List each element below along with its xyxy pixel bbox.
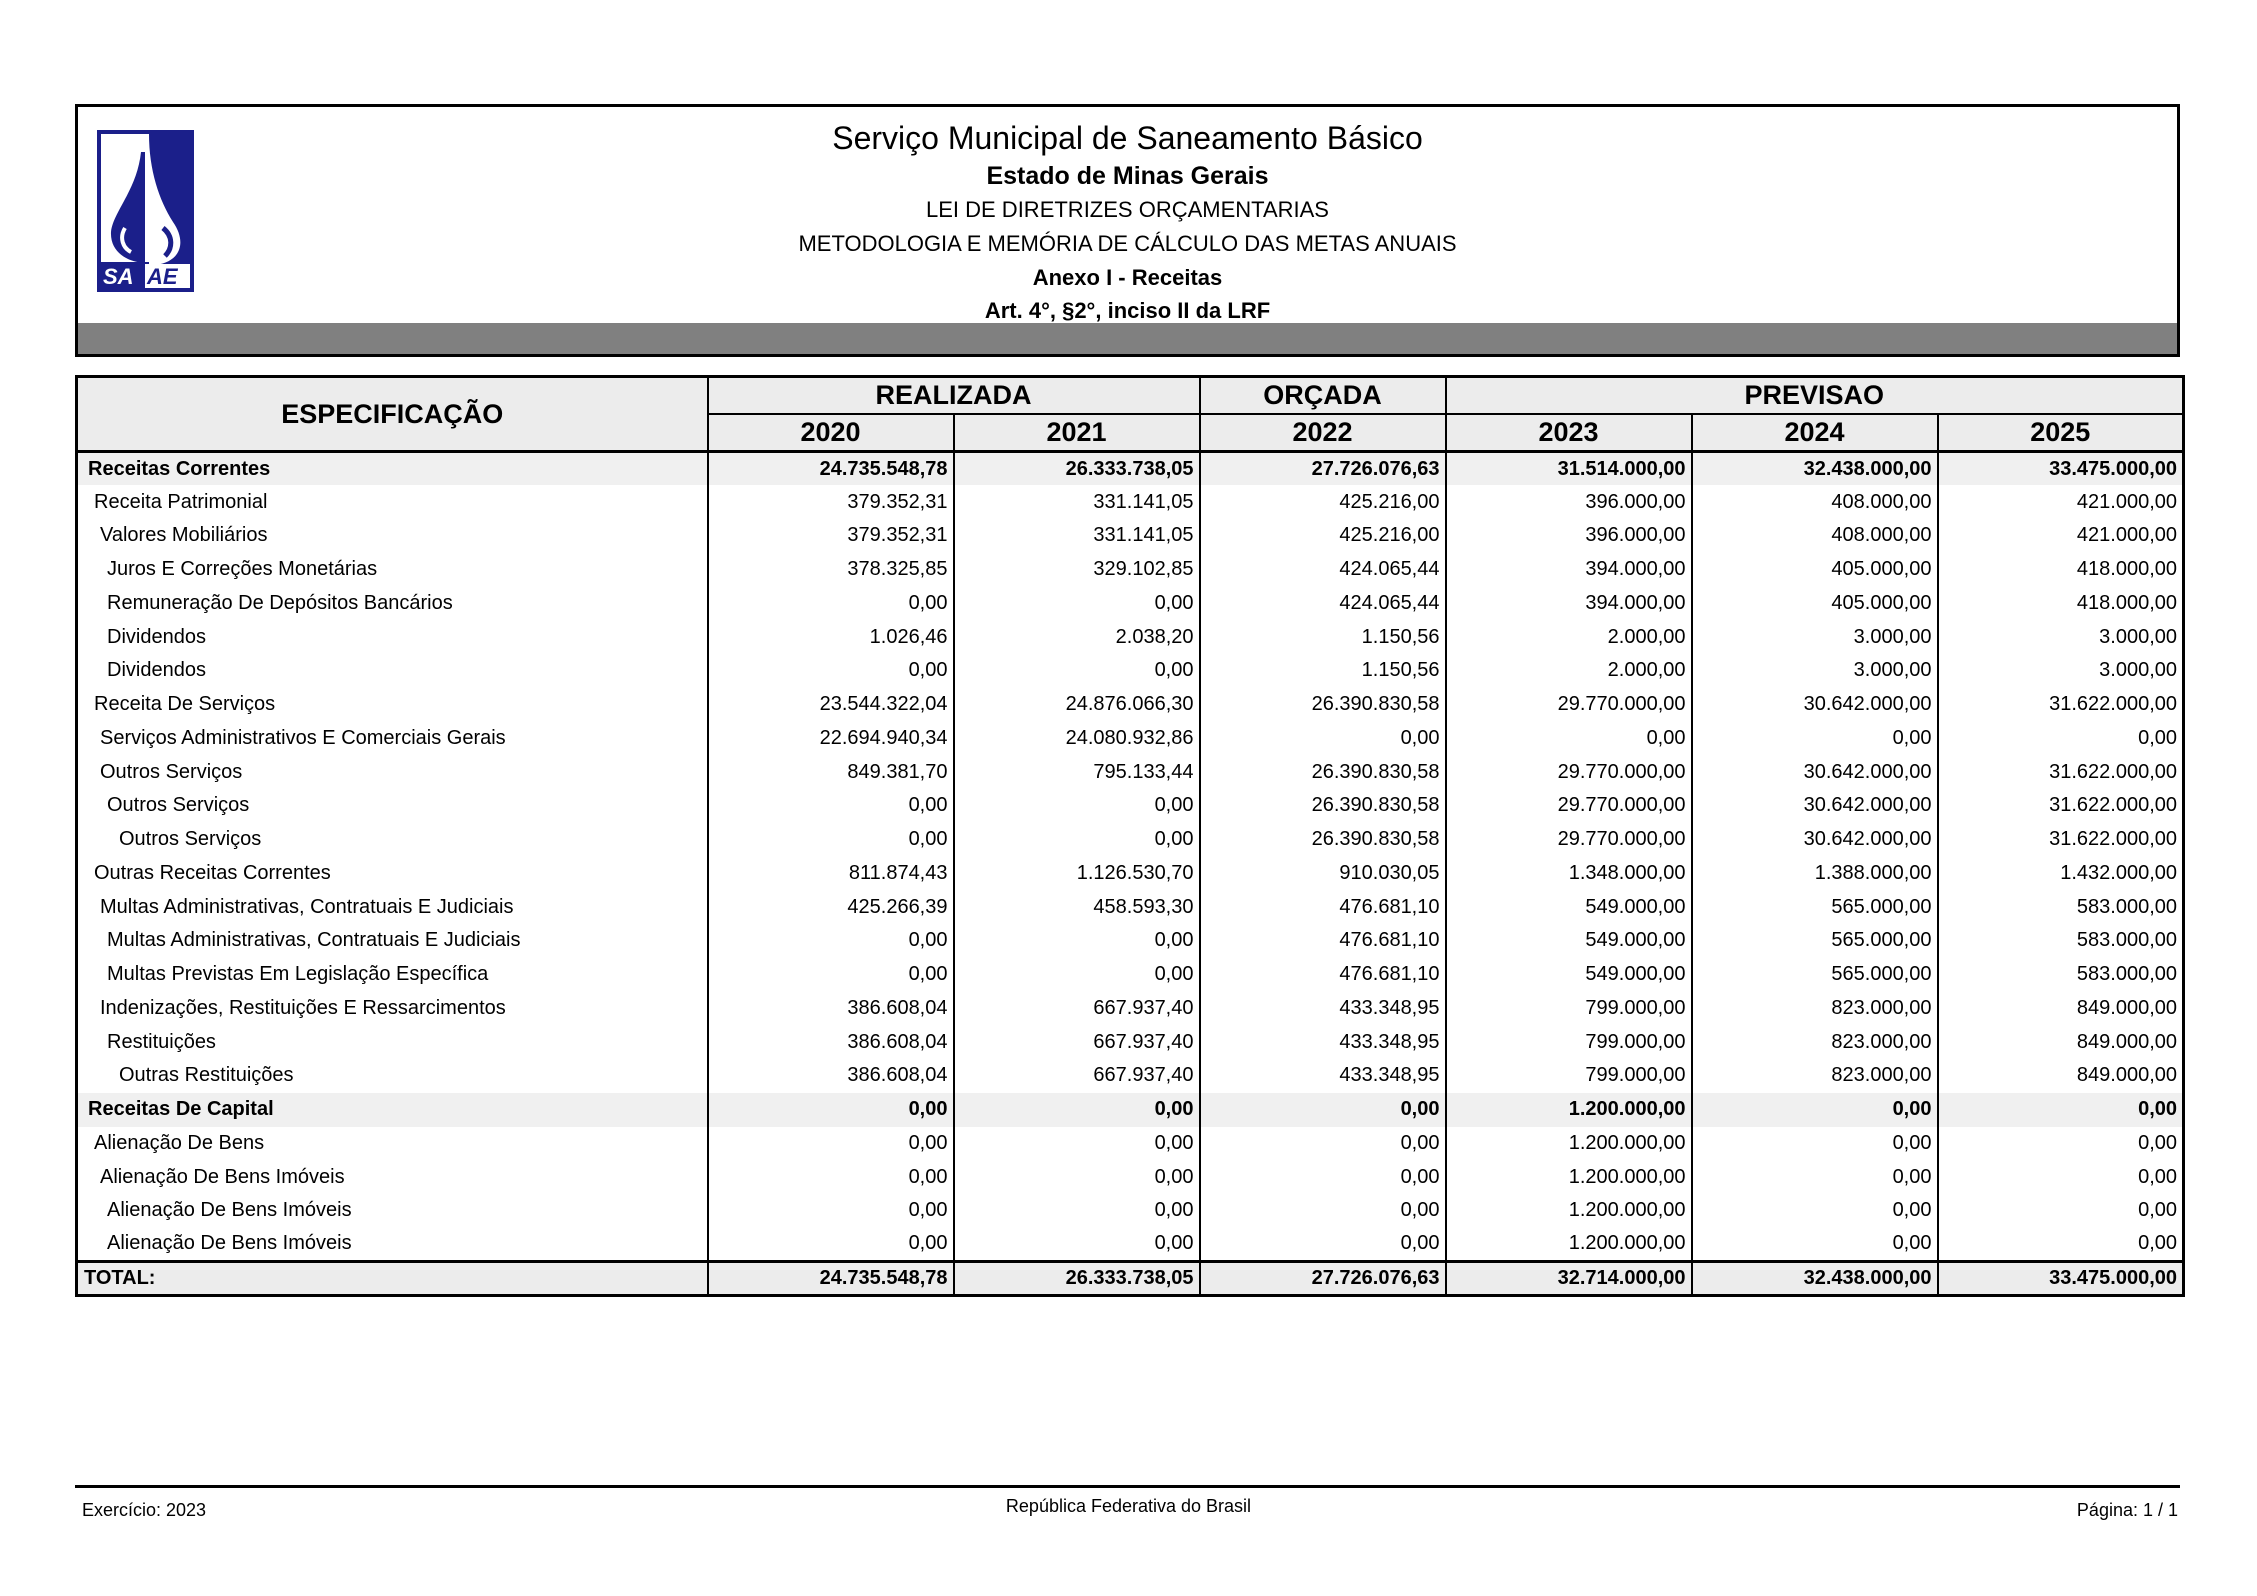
row-label: Receitas Correntes bbox=[77, 452, 708, 486]
row-value-2022: 476.681,10 bbox=[1200, 958, 1446, 992]
row-value-2025: 0,00 bbox=[1938, 1160, 2184, 1194]
row-value-2023: 1.200.000,00 bbox=[1446, 1127, 1692, 1161]
row-value-2023: 0,00 bbox=[1446, 722, 1692, 756]
row-value-2024: 0,00 bbox=[1692, 722, 1938, 756]
row-value-2024: 565.000,00 bbox=[1692, 890, 1938, 924]
row-value-2023: 1.200.000,00 bbox=[1446, 1194, 1692, 1228]
total-value: 26.333.738,05 bbox=[954, 1262, 1200, 1296]
row-value-2021: 667.937,40 bbox=[954, 1025, 1200, 1059]
row-value-2020: 0,00 bbox=[708, 1093, 954, 1127]
row-value-2020: 0,00 bbox=[708, 1160, 954, 1194]
row-value-2021: 0,00 bbox=[954, 1160, 1200, 1194]
row-value-2021: 458.593,30 bbox=[954, 890, 1200, 924]
row-value-2021: 331.141,05 bbox=[954, 519, 1200, 553]
row-value-2023: 799.000,00 bbox=[1446, 992, 1692, 1026]
row-value-2021: 331.141,05 bbox=[954, 485, 1200, 519]
row-value-2023: 29.770.000,00 bbox=[1446, 789, 1692, 823]
row-value-2020: 0,00 bbox=[708, 789, 954, 823]
row-value-2020: 0,00 bbox=[708, 823, 954, 857]
column-header-year: 2021 bbox=[954, 414, 1200, 452]
row-label: Valores Mobiliários bbox=[77, 519, 708, 553]
row-value-2025: 583.000,00 bbox=[1938, 890, 2184, 924]
column-header-year: 2022 bbox=[1200, 414, 1446, 452]
row-value-2024: 408.000,00 bbox=[1692, 519, 1938, 553]
row-value-2025: 583.000,00 bbox=[1938, 924, 2184, 958]
row-value-2025: 0,00 bbox=[1938, 1127, 2184, 1161]
table-row bbox=[77, 1228, 2184, 1262]
table-row bbox=[77, 722, 2184, 756]
row-value-2021: 1.126.530,70 bbox=[954, 857, 1200, 891]
row-value-2023: 394.000,00 bbox=[1446, 553, 1692, 587]
row-value-2024: 30.642.000,00 bbox=[1692, 823, 1938, 857]
table-row bbox=[77, 958, 2184, 992]
row-value-2024: 30.642.000,00 bbox=[1692, 755, 1938, 789]
group-header-realizada: REALIZADA bbox=[708, 377, 1200, 415]
row-value-2024: 0,00 bbox=[1692, 1127, 1938, 1161]
row-value-2025: 0,00 bbox=[1938, 722, 2184, 756]
row-value-2020: 24.735.548,78 bbox=[708, 452, 954, 486]
organization-title: Serviço Municipal de Saneamento Básico bbox=[832, 120, 1423, 156]
row-label: Receita De Serviços bbox=[77, 688, 708, 722]
row-value-2021: 2.038,20 bbox=[954, 620, 1200, 654]
table-row bbox=[77, 823, 2184, 857]
row-value-2023: 1.348.000,00 bbox=[1446, 857, 1692, 891]
row-label: Receita Patrimonial bbox=[77, 485, 708, 519]
section-row bbox=[77, 452, 2184, 486]
row-value-2024: 0,00 bbox=[1692, 1228, 1938, 1262]
table-row bbox=[77, 519, 2184, 553]
row-value-2025: 421.000,00 bbox=[1938, 485, 2184, 519]
row-label: Multas Previstas Em Legislação Específica bbox=[77, 958, 708, 992]
footer-exercise: Exercício: 2023 bbox=[82, 1500, 207, 1520]
row-label: Outras Receitas Correntes bbox=[77, 857, 708, 891]
row-value-2021: 0,00 bbox=[954, 823, 1200, 857]
row-value-2020: 0,00 bbox=[708, 1194, 954, 1228]
row-value-2023: 549.000,00 bbox=[1446, 890, 1692, 924]
annex-title: Anexo I - Receitas bbox=[1032, 265, 1223, 290]
row-value-2023: 31.514.000,00 bbox=[1446, 452, 1692, 486]
row-value-2023: 29.770.000,00 bbox=[1446, 755, 1692, 789]
row-value-2023: 1.200.000,00 bbox=[1446, 1160, 1692, 1194]
row-value-2022: 425.216,00 bbox=[1200, 519, 1446, 553]
column-header-year: 2025 bbox=[1938, 414, 2184, 452]
row-value-2022: 0,00 bbox=[1200, 722, 1446, 756]
footer-country: República Federativa do Brasil bbox=[1005, 1496, 1252, 1516]
row-value-2025: 849.000,00 bbox=[1938, 1025, 2184, 1059]
row-value-2021: 24.080.932,86 bbox=[954, 722, 1200, 756]
row-value-2022: 433.348,95 bbox=[1200, 992, 1446, 1026]
row-value-2022: 26.390.830,58 bbox=[1200, 823, 1446, 857]
row-label: Dividendos bbox=[77, 620, 708, 654]
column-header-year: 2023 bbox=[1446, 414, 1692, 452]
table-row bbox=[77, 890, 2184, 924]
row-value-2020: 378.325,85 bbox=[708, 553, 954, 587]
header-gray-band bbox=[78, 323, 2177, 354]
row-value-2023: 799.000,00 bbox=[1446, 1059, 1692, 1093]
section-row bbox=[77, 1093, 2184, 1127]
row-value-2024: 32.438.000,00 bbox=[1692, 452, 1938, 486]
row-value-2024: 405.000,00 bbox=[1692, 587, 1938, 621]
row-value-2022: 476.681,10 bbox=[1200, 890, 1446, 924]
row-value-2021: 0,00 bbox=[954, 789, 1200, 823]
row-value-2024: 823.000,00 bbox=[1692, 992, 1938, 1026]
row-label: Alienação De Bens Imóveis bbox=[77, 1160, 708, 1194]
row-value-2020: 0,00 bbox=[708, 924, 954, 958]
row-value-2022: 26.390.830,58 bbox=[1200, 688, 1446, 722]
footer-page-number: Página: 1 / 1 bbox=[2076, 1500, 2178, 1520]
row-label: Receitas De Capital bbox=[77, 1093, 708, 1127]
row-value-2025: 1.432.000,00 bbox=[1938, 857, 2184, 891]
total-value: 27.726.076,63 bbox=[1200, 1262, 1446, 1296]
row-value-2024: 30.642.000,00 bbox=[1692, 789, 1938, 823]
row-label: Outros Serviços bbox=[77, 789, 708, 823]
row-value-2023: 549.000,00 bbox=[1446, 924, 1692, 958]
row-value-2021: 795.133,44 bbox=[954, 755, 1200, 789]
row-value-2024: 0,00 bbox=[1692, 1160, 1938, 1194]
svg-text:SA: SA bbox=[103, 264, 134, 289]
row-value-2022: 476.681,10 bbox=[1200, 924, 1446, 958]
row-value-2022: 910.030,05 bbox=[1200, 857, 1446, 891]
row-value-2025: 0,00 bbox=[1938, 1194, 2184, 1228]
row-value-2023: 29.770.000,00 bbox=[1446, 688, 1692, 722]
row-value-2024: 405.000,00 bbox=[1692, 553, 1938, 587]
row-label: Multas Administrativas, Contratuais E Judiciais bbox=[77, 924, 708, 958]
table-row bbox=[77, 755, 2184, 789]
row-value-2020: 386.608,04 bbox=[708, 1059, 954, 1093]
row-label: Serviços Administrativos E Comerciais Gerais bbox=[77, 722, 708, 756]
table-row bbox=[77, 688, 2184, 722]
row-value-2025: 3.000,00 bbox=[1938, 654, 2184, 688]
table-row bbox=[77, 553, 2184, 587]
row-value-2020: 23.544.322,04 bbox=[708, 688, 954, 722]
row-value-2025: 421.000,00 bbox=[1938, 519, 2184, 553]
total-label: TOTAL: bbox=[77, 1262, 708, 1296]
row-label: Alienação De Bens bbox=[77, 1127, 708, 1161]
row-value-2024: 0,00 bbox=[1692, 1093, 1938, 1127]
row-value-2021: 667.937,40 bbox=[954, 1059, 1200, 1093]
row-value-2022: 425.216,00 bbox=[1200, 485, 1446, 519]
row-value-2021: 0,00 bbox=[954, 1228, 1200, 1262]
row-value-2022: 433.348,95 bbox=[1200, 1025, 1446, 1059]
row-value-2025: 31.622.000,00 bbox=[1938, 789, 2184, 823]
row-value-2020: 379.352,31 bbox=[708, 485, 954, 519]
row-value-2023: 396.000,00 bbox=[1446, 519, 1692, 553]
table-row bbox=[77, 1160, 2184, 1194]
row-label: Multas Administrativas, Contratuais E Judiciais bbox=[77, 890, 708, 924]
row-value-2022: 0,00 bbox=[1200, 1093, 1446, 1127]
row-label: Outras Restituições bbox=[77, 1059, 708, 1093]
row-value-2020: 386.608,04 bbox=[708, 992, 954, 1026]
row-value-2021: 667.937,40 bbox=[954, 992, 1200, 1026]
row-value-2021: 24.876.066,30 bbox=[954, 688, 1200, 722]
row-value-2023: 799.000,00 bbox=[1446, 1025, 1692, 1059]
row-label: Outros Serviços bbox=[77, 823, 708, 857]
row-value-2021: 0,00 bbox=[954, 958, 1200, 992]
row-value-2024: 3.000,00 bbox=[1692, 620, 1938, 654]
row-value-2023: 29.770.000,00 bbox=[1446, 823, 1692, 857]
report-header bbox=[75, 104, 2180, 357]
total-value: 33.475.000,00 bbox=[1938, 1262, 2184, 1296]
row-value-2022: 0,00 bbox=[1200, 1127, 1446, 1161]
row-value-2020: 386.608,04 bbox=[708, 1025, 954, 1059]
row-value-2024: 30.642.000,00 bbox=[1692, 688, 1938, 722]
row-label: Alienação De Bens Imóveis bbox=[77, 1228, 708, 1262]
table-row bbox=[77, 1025, 2184, 1059]
row-label: Remuneração De Depósitos Bancários bbox=[77, 587, 708, 621]
svg-text:AE: AE bbox=[147, 264, 178, 289]
row-value-2023: 549.000,00 bbox=[1446, 958, 1692, 992]
table-row bbox=[77, 485, 2184, 519]
row-value-2020: 0,00 bbox=[708, 654, 954, 688]
row-value-2023: 394.000,00 bbox=[1446, 587, 1692, 621]
row-value-2021: 329.102,85 bbox=[954, 553, 1200, 587]
row-value-2024: 3.000,00 bbox=[1692, 654, 1938, 688]
row-value-2025: 418.000,00 bbox=[1938, 587, 2184, 621]
row-value-2024: 823.000,00 bbox=[1692, 1025, 1938, 1059]
row-value-2024: 1.388.000,00 bbox=[1692, 857, 1938, 891]
state-name: Estado de Minas Gerais bbox=[986, 162, 1269, 190]
row-value-2022: 0,00 bbox=[1200, 1160, 1446, 1194]
row-value-2020: 849.381,70 bbox=[708, 755, 954, 789]
table-row bbox=[77, 992, 2184, 1026]
row-value-2020: 1.026,46 bbox=[708, 620, 954, 654]
row-value-2020: 0,00 bbox=[708, 587, 954, 621]
row-value-2025: 0,00 bbox=[1938, 1228, 2184, 1262]
table-row bbox=[77, 654, 2184, 688]
row-value-2022: 433.348,95 bbox=[1200, 1059, 1446, 1093]
row-value-2025: 31.622.000,00 bbox=[1938, 823, 2184, 857]
row-value-2025: 3.000,00 bbox=[1938, 620, 2184, 654]
row-value-2023: 1.200.000,00 bbox=[1446, 1228, 1692, 1262]
row-value-2023: 2.000,00 bbox=[1446, 620, 1692, 654]
row-value-2025: 33.475.000,00 bbox=[1938, 452, 2184, 486]
row-value-2023: 2.000,00 bbox=[1446, 654, 1692, 688]
row-value-2021: 0,00 bbox=[954, 654, 1200, 688]
total-row bbox=[77, 1262, 2184, 1296]
group-header-previsao: PREVISAO bbox=[1446, 377, 2184, 415]
column-header-specification: ESPECIFICAÇÃO bbox=[77, 377, 708, 452]
column-header-year: 2024 bbox=[1692, 414, 1938, 452]
row-value-2022: 1.150,56 bbox=[1200, 654, 1446, 688]
row-value-2025: 31.622.000,00 bbox=[1938, 688, 2184, 722]
row-value-2025: 849.000,00 bbox=[1938, 992, 2184, 1026]
row-value-2024: 408.000,00 bbox=[1692, 485, 1938, 519]
row-value-2025: 849.000,00 bbox=[1938, 1059, 2184, 1093]
row-value-2024: 565.000,00 bbox=[1692, 924, 1938, 958]
row-value-2020: 0,00 bbox=[708, 958, 954, 992]
row-value-2021: 0,00 bbox=[954, 1127, 1200, 1161]
row-value-2023: 1.200.000,00 bbox=[1446, 1093, 1692, 1127]
total-value: 24.735.548,78 bbox=[708, 1262, 954, 1296]
table-row bbox=[77, 587, 2184, 621]
footer-divider bbox=[75, 1485, 2180, 1488]
table-row bbox=[77, 1127, 2184, 1161]
row-value-2021: 0,00 bbox=[954, 924, 1200, 958]
law-title: LEI DE DIRETRIZES ORÇAMENTARIAS bbox=[926, 197, 1329, 222]
row-value-2025: 583.000,00 bbox=[1938, 958, 2184, 992]
row-value-2021: 0,00 bbox=[954, 1093, 1200, 1127]
table-row bbox=[77, 789, 2184, 823]
row-value-2022: 424.065,44 bbox=[1200, 587, 1446, 621]
row-label: Outros Serviços bbox=[77, 755, 708, 789]
row-value-2021: 0,00 bbox=[954, 1194, 1200, 1228]
row-label: Juros E Correções Monetárias bbox=[77, 553, 708, 587]
row-value-2022: 1.150,56 bbox=[1200, 620, 1446, 654]
row-value-2022: 0,00 bbox=[1200, 1228, 1446, 1262]
row-value-2022: 0,00 bbox=[1200, 1194, 1446, 1228]
row-label: Indenizações, Restituições E Ressarcimentos bbox=[77, 992, 708, 1026]
row-value-2021: 0,00 bbox=[954, 587, 1200, 621]
row-value-2025: 31.622.000,00 bbox=[1938, 755, 2184, 789]
row-value-2023: 396.000,00 bbox=[1446, 485, 1692, 519]
methodology-title: METODOLOGIA E MEMÓRIA DE CÁLCULO DAS METAS ANUAIS bbox=[798, 231, 1457, 256]
row-value-2020: 0,00 bbox=[708, 1127, 954, 1161]
column-header-year: 2020 bbox=[708, 414, 954, 452]
row-value-2025: 418.000,00 bbox=[1938, 553, 2184, 587]
row-label: Restituições bbox=[77, 1025, 708, 1059]
report-titles bbox=[78, 115, 2177, 327]
row-value-2024: 565.000,00 bbox=[1692, 958, 1938, 992]
row-label: Alienação De Bens Imóveis bbox=[77, 1194, 708, 1228]
table-row bbox=[77, 620, 2184, 654]
row-value-2022: 424.065,44 bbox=[1200, 553, 1446, 587]
row-value-2024: 0,00 bbox=[1692, 1194, 1938, 1228]
row-value-2025: 0,00 bbox=[1938, 1093, 2184, 1127]
row-value-2020: 0,00 bbox=[708, 1228, 954, 1262]
row-label: Dividendos bbox=[77, 654, 708, 688]
row-value-2020: 379.352,31 bbox=[708, 519, 954, 553]
total-value: 32.438.000,00 bbox=[1692, 1262, 1938, 1296]
row-value-2021: 26.333.738,05 bbox=[954, 452, 1200, 486]
table-row bbox=[77, 857, 2184, 891]
row-value-2020: 22.694.940,34 bbox=[708, 722, 954, 756]
table-row bbox=[77, 1059, 2184, 1093]
row-value-2024: 823.000,00 bbox=[1692, 1059, 1938, 1093]
revenue-table bbox=[75, 375, 2185, 1297]
row-value-2022: 27.726.076,63 bbox=[1200, 452, 1446, 486]
total-value: 32.714.000,00 bbox=[1446, 1262, 1692, 1296]
row-value-2022: 26.390.830,58 bbox=[1200, 789, 1446, 823]
row-value-2020: 811.874,43 bbox=[708, 857, 954, 891]
table-body bbox=[77, 452, 2184, 1262]
row-value-2020: 425.266,39 bbox=[708, 890, 954, 924]
group-header-orcada: ORÇADA bbox=[1200, 377, 1446, 415]
article-reference: Art. 4°, §2°, inciso II da LRF bbox=[984, 298, 1271, 323]
table-row bbox=[77, 924, 2184, 958]
table-row bbox=[77, 1194, 2184, 1228]
row-value-2022: 26.390.830,58 bbox=[1200, 755, 1446, 789]
